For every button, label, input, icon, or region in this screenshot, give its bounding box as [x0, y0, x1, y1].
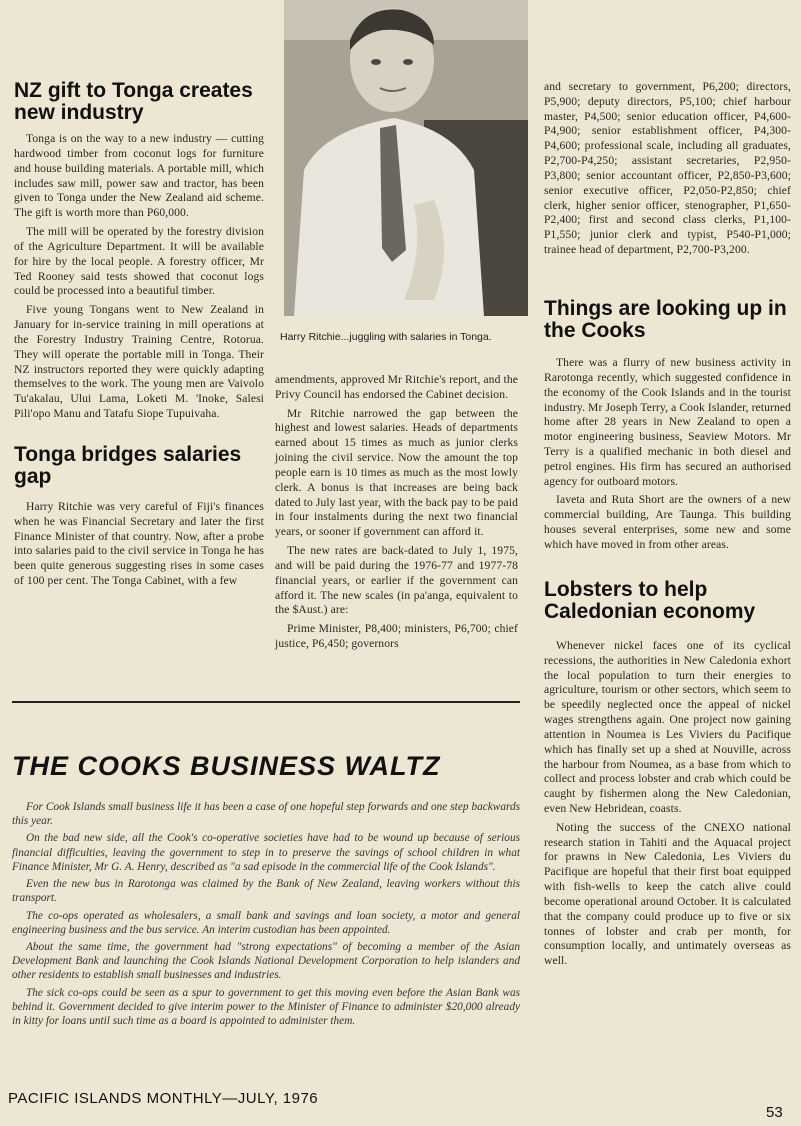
- headline-tonga-bridges: Tonga bridges salaries gap: [14, 442, 242, 488]
- article-paragraph: There was a flurry of new business activity in Rarotonga recently, which suggested confidence in the economy of the Cook Islands and in the tourist industry. Mr Joseph Terry, a Cook Islander, returned home after 28 years in New Zealand to open a motor engineering business, Seaview Motors. Mr Terry is a qualified mechanic in both diesel and petrol engines. His firm has secured an authorised agency for outboard motors.: [544, 356, 791, 488]
- waltz-title: THE COOKS BUSINESS WALTZ: [12, 751, 441, 781]
- column-3: [544, 80, 791, 973]
- waltz-paragraph: On the bad new side, all the Cook's co-operative societies have had to be wound up because of serious financial difficulties, leaving the government to step in to preserve the savings of school children in what Finance Minister, Mr G. A. Henry, described as "a sad episode in the commercial life of the Cook Islands".: [12, 832, 520, 873]
- waltz-feature: [12, 800, 520, 1031]
- column-2: [275, 373, 518, 656]
- article-paragraph: Whenever nickel faces one of its cyclical recessions, the authorities in New Caledonia exhort the local population to turn their energies to agriculture, tourism or other sectors, which seem to be speedily neglected once the appeal of nickel wages strengthens again. One project now gaining attention in Noumea is Les Viviers du Pacifique which has finally set up a shed at Nouville, across the harbour from Noumea, as a base from which to collect and process lobster and crab which could be caught by fishermen along the New Caledonian, even New Hebridean, coasts.: [544, 638, 791, 815]
- article-paragraph: The new rates are back-dated to July 1, 1975, and will be paid during the 1976-77 and 1977-78 financial years, or earlier if the government can afford it. The new scales (in pa'anga, equivalent to the $Aust.) are:: [275, 544, 518, 617]
- photo-caption: Harry Ritchie...juggling with salaries in Tonga.: [280, 331, 492, 343]
- article-paragraph: The mill will be operated by the forestry division of the Agriculture Department. It will be available for hire by the local people. A forestry officer, Mr Ted Rooney said tests showed that coconut logs could be processed into a beautiful timber.: [14, 225, 264, 298]
- publication-footer: PACIFIC ISLANDS MONTHLY—JULY, 1976: [8, 1090, 319, 1107]
- headline-lobsters: Lobsters to help Caledonian economy: [544, 577, 756, 623]
- article-paragraph: Iaveta and Ruta Short are the owners of a new commercial building, Are Taunga. This building houses several enterprises, some new and some which have moved in from other areas.: [544, 493, 791, 551]
- article-paragraph: Harry Ritchie was very careful of Fiji's finances when he was Financial Secretary and later the first Finance Minister of that country. Now, after a probe into salaries paid to the civil service in Tonga he has been quite generous suggesting rises in some cases of 100 per cent. The Tonga Cabinet, with a few: [14, 499, 264, 588]
- headline-cooks: Things are looking up in the Cooks: [544, 296, 787, 342]
- harry-ritchie-photo: [284, 0, 528, 316]
- waltz-paragraph: The co-ops operated as wholesalers, a small bank and savings and loan society, a motor and general engineering business and the bus service. An interim custodian has been appointed.: [12, 909, 520, 936]
- article-paragraph: and secretary to government, P6,200; directors, P5,900; deputy directors, P5,100; chief harbour master, P4,500; senior education officer, P4,600-P4,900; senior establishment officer, P4,300-P4,600; professional scale, including all graduates, P2,700-P4,250; assistant secretaries, P2,950-P3,800; senior accountant officer, P2,850-P3,600; senior executive officer, P2,050-P2,850; chief clerk, higher senior officer, stenographer, P1,650-P2,400; first and second class clerks, P1,100-P1,550; junior clerk and typist, P540-P1,000; trainee head of department, P2,700-P3,200.: [544, 80, 791, 257]
- article-paragraph: Tonga is on the way to a new industry — cutting hardwood timber from coconut logs for furniture and house building materials. A portable mill, which includes saw mill, power saw and tractor, has been given to Tonga under the New Zealand aid scheme. The gift is worth more than P60,000.: [14, 132, 264, 220]
- column-1: [14, 80, 264, 593]
- waltz-paragraph: For Cook Islands small business life it has been a case of one hopeful step forwards and one step backwards this year.: [12, 801, 520, 828]
- waltz-paragraph: About the same time, the government had "strong expectations" of becoming a member of the Asian Development Bank and launching the Cook Islands National Development Corporation to help islanders and other residents to establish small businesses and industries.: [12, 940, 520, 982]
- waltz-paragraph: The sick co-ops could be seen as a spur to government to get this moving even before the Asian Bank was behind it. Government decided to give interim power to the Minister of Finance to administer $20,000 already in kitty for loans until such time as a board is appointed to administer them.: [12, 986, 520, 1028]
- article-paragraph: amendments, approved Mr Ritchie's report, and the Privy Council has endorsed the Cabinet decision.: [275, 373, 518, 401]
- article-paragraph: Mr Ritchie narrowed the gap between the highest and lowest salaries. Heads of departments earned about 15 times as much as junior clerks joining the civil service. Now the amount the top people earn is 10 times as much as the most lowly clerk. A bonus is that increases are being back dated to July last year, with the back pay to be paid in four instalments during the next two financial years, or sooner if government can afford it.: [275, 406, 518, 539]
- article-paragraph: Noting the success of the CNEXO national research station in Tahiti and the Aquacal project for prawns in New Caledonia, Les Viviers du Pacifique are hopeful that their first boat equipped with fish-wells to keep the catch alive could become operational around October. It is calculated that the company could produce up to five or six tonnes of lobster and crab per month, for consumption locally, and untimately overseas as well.: [544, 820, 791, 968]
- article-paragraph: Five young Tongans went to New Zealand in January for in-service training in mill operations at the Forestry Industry Training Centre, Rotorua. They will operate the portable mill in Tonga. Their NZ instructors reported they were quickly adapting themselves to the work. The young men are Vaivolo Tu'akalau, Ului Lama, Loketi M. 'Inoke, Salesi Pili'opo Manu and Tatafu Siope Tupuivaha.: [14, 303, 264, 420]
- portrait-illustration: [284, 0, 528, 316]
- section-divider: [12, 701, 520, 703]
- headline-nz-gift: NZ gift to Tonga creates new industry: [14, 79, 253, 125]
- waltz-paragraph: Even the new bus in Rarotonga was claimed by the Bank of New Zealand, leaving workers without this transport.: [12, 878, 520, 905]
- page-number: 53: [766, 1104, 783, 1121]
- article-paragraph: Prime Minister, P8,400; ministers, P6,700; chief justice, P6,450; governors: [275, 622, 518, 651]
